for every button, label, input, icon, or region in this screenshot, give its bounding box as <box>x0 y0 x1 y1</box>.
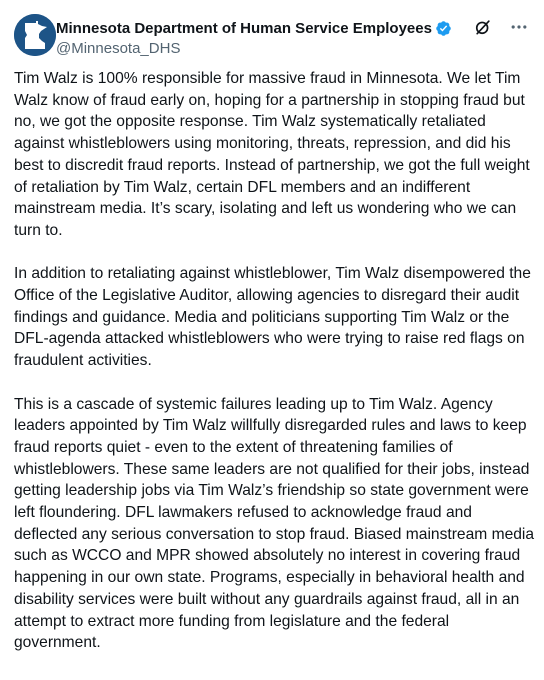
author-names <box>56 18 456 59</box>
author-handle[interactable]: @Minnesota_DHS <box>56 40 181 57</box>
post-paragraph: In addition to retaliating against whistleblower, Tim Walz disempowered the Office of the Legislative Auditor, allowing agencies to disregard their audit findings and guidance. Media and politicians supporting Tim Walz or the DFL-agenda attacked whistleblowers who were trying to raise red flags on fraudulent activities. <box>14 265 531 370</box>
avatar[interactable] <box>14 14 56 56</box>
post-paragraph: Tim Walz is 100% responsible for massive fraud in Minnesota. We let Tim Walz know of fraud early on, hoping for a partnership in stopping fraud but no, we got the opposite response. Tim Walz systematically retaliated against whistleblowers using monitoring, threats, repression, and did his best to discredit fraud reports. Instead of partnership, we got the full weight of retaliation by Tim Walz, certain DFL members and an indifferent mainstream media. It’s scary, isolating and left us wondering who we can turn to. <box>14 70 530 239</box>
more-horizontal-icon[interactable] <box>508 16 530 38</box>
verified-badge-icon[interactable] <box>435 20 452 37</box>
author-display-name[interactable]: Minnesota Department of Human Service Employees <box>56 19 432 37</box>
post-text <box>14 68 538 654</box>
name-row <box>56 18 456 38</box>
grok-icon[interactable] <box>472 16 494 38</box>
header-actions <box>472 16 530 38</box>
minnesota-state-outline-icon <box>14 14 56 56</box>
post-header <box>14 14 530 58</box>
post-paragraph: This is a cascade of systemic failures leading up to Tim Walz. Agency leaders appointed by Tim Walz willfully disregarded rules and laws to keep fraud reports quiet - even to the extent of threatening families of whistleblowers. These same leaders are not qualified for their jobs, instead getting leadership jobs via Tim Walz’s friendship so state government were left floundering. DFL lawmakers refused to acknowledge fraud and deflected any serious conversation to stop fraud. Biased mainstream media such as WCCO and MPR showed absolutely no interest in covering fraud happening in our own state. Programs, especially in behavioral health and disability services were built without any guardrails against fraud, all in an attempt to extract more funding from legislature and the federal government. <box>14 395 535 652</box>
